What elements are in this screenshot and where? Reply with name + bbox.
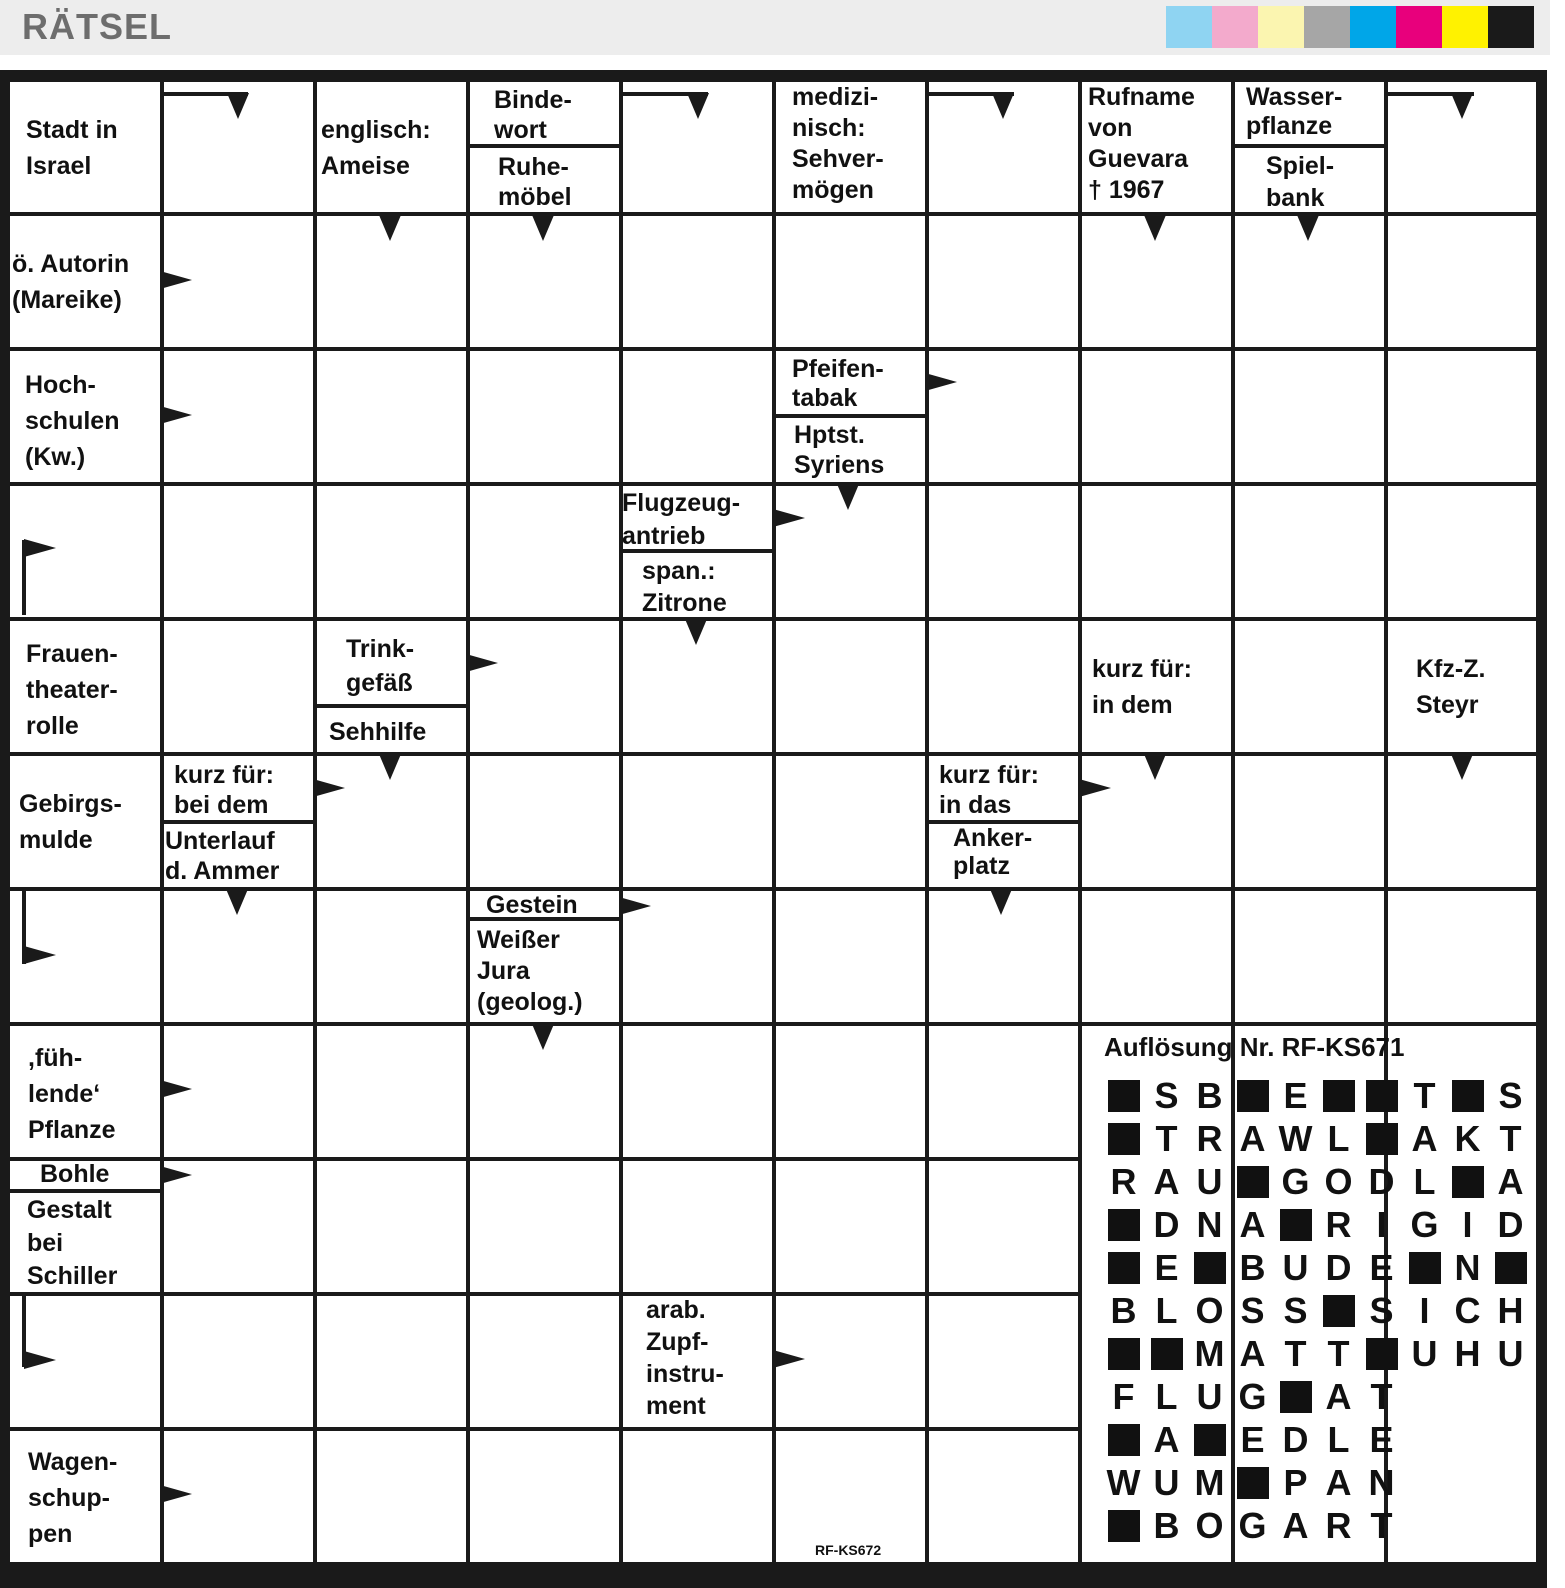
clue-line: Sehver- xyxy=(792,145,884,173)
clue-flugzeug xyxy=(622,487,740,553)
arrow-right-icon xyxy=(24,539,56,557)
solution-letter: O xyxy=(1195,1504,1224,1546)
clue-wasser xyxy=(1246,83,1342,141)
solution-letter: U xyxy=(1282,1246,1309,1288)
solution-letter: M xyxy=(1194,1461,1225,1503)
clue-line: wort xyxy=(494,116,547,144)
arrow-down-icon xyxy=(687,93,709,119)
clue-line: in das xyxy=(939,791,1012,819)
solution-letter: T xyxy=(1327,1332,1350,1374)
clue-line: antrieb xyxy=(622,522,706,550)
clue-trink xyxy=(346,632,414,700)
clue-divider xyxy=(313,704,466,708)
solution-block xyxy=(1231,1160,1274,1203)
solution-letter: H xyxy=(1454,1332,1481,1374)
clue-line: pflanze xyxy=(1246,112,1333,140)
clue-line: Unterlauf xyxy=(165,827,275,855)
clue-fuehlende xyxy=(28,1040,116,1148)
solution-letter: I xyxy=(1462,1203,1473,1245)
clue-line: mögen xyxy=(792,176,874,204)
solution-row xyxy=(1102,1289,1532,1332)
clue-line: rolle xyxy=(26,712,79,740)
arrow-down-icon xyxy=(1451,754,1473,780)
clue-line: Spiel- xyxy=(1266,152,1335,180)
clue-line: von xyxy=(1088,114,1133,142)
solution-block xyxy=(1274,1375,1317,1418)
clue-line: Rufname xyxy=(1088,83,1195,111)
solution-block xyxy=(1403,1246,1446,1289)
clue-line: kurz für: xyxy=(174,761,274,789)
solution-letter: A xyxy=(1497,1160,1524,1202)
clue-line: Hptst. xyxy=(794,421,865,449)
grid-line-horizontal xyxy=(10,482,1536,486)
solution-letter: P xyxy=(1283,1461,1308,1503)
solution-letter: O xyxy=(1195,1289,1224,1331)
clue-line: Steyr xyxy=(1416,691,1479,719)
clue-divider xyxy=(1231,144,1384,148)
arrow-right-icon xyxy=(619,897,651,915)
clue-kfz xyxy=(1416,651,1485,723)
grid-line-horizontal xyxy=(10,347,1536,351)
clue-line: Zupf- xyxy=(646,1328,709,1356)
solution-block xyxy=(1360,1074,1403,1117)
solution-block xyxy=(1446,1160,1489,1203)
clue-line: platz xyxy=(953,852,1010,880)
solution-letter: G xyxy=(1238,1504,1267,1546)
solution-block xyxy=(1102,1504,1145,1547)
color-swatch-2 xyxy=(1212,6,1258,48)
solution-letter: S xyxy=(1283,1289,1308,1331)
clue-gebirgs xyxy=(19,786,122,858)
solution-row xyxy=(1102,1117,1532,1160)
solution-letter: I xyxy=(1419,1289,1430,1331)
arrow-stem xyxy=(162,92,248,96)
clue-wagen xyxy=(28,1444,117,1552)
solution-letter: A xyxy=(1153,1160,1180,1202)
clue-anker xyxy=(953,824,1032,880)
solution-block xyxy=(1274,1203,1317,1246)
clue-divider xyxy=(772,414,925,418)
solution-letter: L xyxy=(1327,1117,1350,1159)
clue-line: in dem xyxy=(1092,691,1173,719)
clue-line: Binde- xyxy=(494,86,572,114)
solution-block xyxy=(1231,1461,1274,1504)
puzzle-code: RF-KS672 xyxy=(815,1542,882,1558)
color-swatch-3 xyxy=(1258,6,1304,48)
solution-block xyxy=(1102,1246,1145,1289)
solution-letter: D xyxy=(1368,1160,1395,1202)
clue-line: Israel xyxy=(26,152,92,180)
arrow-right-icon xyxy=(24,946,56,964)
solution-letter: A xyxy=(1153,1418,1180,1460)
arrow-down-icon xyxy=(532,215,554,241)
color-swatch-6 xyxy=(1396,6,1442,48)
clue-line: kurz für: xyxy=(939,761,1039,789)
clue-spiel xyxy=(1266,150,1334,214)
solution-letter: D xyxy=(1497,1203,1524,1245)
solution-letter: T xyxy=(1284,1332,1307,1374)
clue-line: Guevara xyxy=(1088,145,1189,173)
color-swatch-1 xyxy=(1166,6,1212,48)
arrow-down-icon xyxy=(226,889,248,915)
grid-line-horizontal xyxy=(10,1427,1078,1431)
arrow-right-icon xyxy=(160,1485,192,1503)
solution-letter: G xyxy=(1410,1203,1439,1245)
clue-sehhilfe xyxy=(329,716,426,748)
solution-letter: A xyxy=(1239,1203,1266,1245)
grid-line-vertical xyxy=(772,82,776,1562)
clue-line: Anker- xyxy=(953,824,1033,852)
clue-span xyxy=(642,555,727,619)
clue-line: Pfeifen- xyxy=(792,355,884,383)
clue-line: kurz für: xyxy=(1092,655,1192,683)
clue-line: theater- xyxy=(26,676,118,704)
clue-beidem xyxy=(174,760,274,820)
grid-line-horizontal xyxy=(10,617,1536,621)
solution-letter: T xyxy=(1370,1504,1393,1546)
solution-letter: L xyxy=(1413,1160,1436,1202)
clue-line: Gestalt xyxy=(27,1196,112,1224)
arrow-right-icon xyxy=(773,1350,805,1368)
clue-line: d. Ammer xyxy=(165,857,280,885)
solution-letter: L xyxy=(1327,1418,1350,1460)
solution-letter: K xyxy=(1454,1117,1481,1159)
solution-letter: M xyxy=(1194,1332,1225,1374)
clue-line: Pflanze xyxy=(28,1116,116,1144)
clue-line: mulde xyxy=(19,826,93,854)
grid-line-horizontal xyxy=(10,1157,1078,1161)
solution-letter: S xyxy=(1154,1074,1179,1116)
clue-line: Trink- xyxy=(346,635,415,663)
clue-frauen xyxy=(26,636,118,744)
arrow-right-icon xyxy=(925,373,957,391)
solution-row xyxy=(1102,1375,1532,1418)
clue-line: pen xyxy=(28,1520,73,1548)
clue-line: Wagen- xyxy=(28,1448,118,1476)
solution-letter: W xyxy=(1278,1117,1313,1159)
arrow-down-icon xyxy=(837,484,859,510)
clue-autorin xyxy=(12,246,129,318)
arrow-down-icon xyxy=(227,93,249,119)
solution-letter: E xyxy=(1154,1246,1179,1288)
clue-unterlauf xyxy=(165,826,279,886)
clue-line: bank xyxy=(1266,184,1325,212)
clue-arab xyxy=(646,1294,724,1422)
clue-line: Ruhe- xyxy=(498,153,569,181)
clue-line: lende‘ xyxy=(28,1080,101,1108)
color-swatches xyxy=(1166,6,1534,48)
solution-letter: R xyxy=(1325,1504,1352,1546)
clue-divider xyxy=(160,820,313,824)
solution-letter: A xyxy=(1239,1117,1266,1159)
clue-kurzindem xyxy=(1092,651,1192,723)
clue-hptst xyxy=(794,420,884,480)
arrow-down-icon xyxy=(992,93,1014,119)
arrow-right-icon xyxy=(24,1351,56,1369)
solution-letter: L xyxy=(1155,1375,1178,1417)
clue-line: Frauen- xyxy=(26,640,118,668)
clue-line: instru- xyxy=(646,1360,724,1388)
clue-binde xyxy=(494,85,572,145)
arrow-down-icon xyxy=(1451,93,1473,119)
clue-line: span.: xyxy=(642,557,716,585)
grid-line-horizontal xyxy=(10,1022,1536,1026)
arrow-down-icon xyxy=(990,889,1012,915)
solution-letter: A xyxy=(1239,1332,1266,1374)
grid-line-vertical xyxy=(313,82,317,1562)
solution-letter: R xyxy=(1196,1117,1223,1159)
solution-letter: F xyxy=(1112,1375,1135,1417)
clue-line: Syriens xyxy=(794,451,885,479)
solution-letter: T xyxy=(1155,1117,1178,1159)
solution-block xyxy=(1102,1117,1145,1160)
clue-gestalt xyxy=(27,1194,117,1293)
solution-letter: G xyxy=(1238,1375,1267,1417)
solution-row xyxy=(1102,1246,1532,1289)
clue-ruhe xyxy=(498,152,572,212)
clue-line: englisch: xyxy=(321,116,431,144)
arrow-right-icon xyxy=(313,779,345,797)
clue-line: Sehhilfe xyxy=(329,718,427,746)
arrow-stem xyxy=(1388,92,1474,96)
solution-letter: H xyxy=(1497,1289,1524,1331)
solution-letter: D xyxy=(1282,1418,1309,1460)
arrow-right-icon xyxy=(773,509,805,527)
arrow-right-icon xyxy=(160,1080,192,1098)
clue-englisch xyxy=(321,112,431,184)
solution-letter: A xyxy=(1325,1461,1352,1503)
grid-line-horizontal xyxy=(10,1292,1078,1296)
solution-letter: B xyxy=(1153,1504,1180,1546)
clue-line: Gebirgs- xyxy=(19,790,122,818)
solution-block xyxy=(1102,1074,1145,1117)
solution-block xyxy=(1188,1418,1231,1461)
solution-letter: I xyxy=(1376,1203,1387,1245)
arrow-down-icon xyxy=(1297,215,1319,241)
clue-gestein xyxy=(486,891,578,919)
solution-letter: N xyxy=(1454,1246,1481,1288)
solution-title: Auflösung Nr. RF-KS671 xyxy=(1104,1032,1405,1062)
solution-block xyxy=(1188,1246,1231,1289)
solution-letter: S xyxy=(1369,1289,1394,1331)
clue-medizi xyxy=(792,82,884,206)
solution-block xyxy=(1446,1074,1489,1117)
clue-line: tabak xyxy=(792,384,858,412)
solution-row xyxy=(1102,1461,1532,1504)
clue-bohle xyxy=(40,1160,109,1188)
arrow-stem xyxy=(622,92,708,96)
solution-letter: S xyxy=(1498,1074,1523,1116)
clue-divider xyxy=(10,1189,163,1193)
solution-letter: G xyxy=(1281,1160,1310,1202)
color-swatch-8 xyxy=(1488,6,1534,48)
solution-letter: E xyxy=(1240,1418,1265,1460)
clue-line: Zitrone xyxy=(642,589,727,617)
clue-line: ö. Autorin xyxy=(12,250,130,278)
solution-letter: R xyxy=(1325,1203,1352,1245)
clue-line: † 1967 xyxy=(1088,176,1165,204)
solution-row xyxy=(1102,1074,1532,1117)
clue-line: Kfz-Z. xyxy=(1416,655,1486,683)
clue-line: Ameise xyxy=(321,152,410,180)
clue-line: Weißer xyxy=(477,926,560,954)
clue-line: Jura xyxy=(477,957,530,985)
solution-letter: U xyxy=(1497,1332,1524,1374)
grid-line-vertical xyxy=(1078,82,1082,1562)
clue-line: medizi- xyxy=(792,83,879,111)
solution-letter: B xyxy=(1110,1289,1137,1331)
solution-letter: D xyxy=(1325,1246,1352,1288)
solution-letter: O xyxy=(1324,1160,1353,1202)
arrow-right-icon xyxy=(466,654,498,672)
clue-line: (geolog.) xyxy=(477,988,583,1016)
solution-block xyxy=(1102,1332,1145,1375)
clue-line: Wasser- xyxy=(1246,83,1343,111)
solution-letter: A xyxy=(1325,1375,1352,1417)
solution-letter: D xyxy=(1153,1203,1180,1245)
solution-letter: U xyxy=(1196,1160,1223,1202)
solution-block xyxy=(1102,1203,1145,1246)
clue-line: möbel xyxy=(498,183,572,211)
solution-block xyxy=(1489,1246,1532,1289)
arrow-down-icon xyxy=(1144,754,1166,780)
solution-block xyxy=(1317,1074,1360,1117)
solution-row xyxy=(1102,1203,1532,1246)
solution-letter: T xyxy=(1499,1117,1522,1159)
arrow-right-icon xyxy=(160,406,192,424)
clue-line: Schiller xyxy=(27,1262,118,1290)
page-title: RÄTSEL xyxy=(22,6,172,47)
clue-line: schulen xyxy=(25,407,120,435)
solution-block xyxy=(1102,1418,1145,1461)
clue-line: Gestein xyxy=(486,891,578,919)
solution-row xyxy=(1102,1418,1532,1461)
clue-hoch xyxy=(25,367,119,475)
solution-grid xyxy=(1102,1074,1532,1547)
color-swatch-7 xyxy=(1442,6,1488,48)
clue-line: (Mareike) xyxy=(12,286,122,314)
solution-letter: E xyxy=(1369,1246,1394,1288)
clue-line: Flugzeug- xyxy=(622,489,741,517)
clue-line: bei xyxy=(27,1229,64,1257)
solution-letter: N xyxy=(1196,1203,1223,1245)
arrow-down-icon xyxy=(1144,215,1166,241)
solution-block xyxy=(1360,1332,1403,1375)
solution-letter: A xyxy=(1282,1504,1309,1546)
arrow-right-icon xyxy=(160,1166,192,1184)
solution-letter: B xyxy=(1196,1074,1223,1116)
grid-line-vertical xyxy=(466,82,470,1562)
clue-line: Hoch- xyxy=(25,371,96,399)
clue-line: ,füh- xyxy=(28,1044,83,1072)
clue-weisser xyxy=(477,925,583,1018)
arrow-down-icon xyxy=(379,754,401,780)
clue-line: schup- xyxy=(28,1484,110,1512)
arrow-down-icon xyxy=(685,619,707,645)
color-swatch-4 xyxy=(1304,6,1350,48)
grid-line-horizontal xyxy=(10,752,1536,756)
solution-row xyxy=(1102,1160,1532,1203)
arrow-down-icon xyxy=(532,1024,554,1050)
clue-line: ment xyxy=(646,1392,706,1420)
solution-letter: S xyxy=(1240,1289,1265,1331)
clue-line: Bohle xyxy=(40,1160,110,1188)
grid-line-vertical xyxy=(619,82,623,1562)
solution-letter: B xyxy=(1239,1246,1266,1288)
clue-indas xyxy=(939,760,1039,820)
solution-block xyxy=(1317,1289,1360,1332)
solution-letter: W xyxy=(1106,1461,1141,1503)
arrow-right-icon xyxy=(1079,779,1111,797)
header-bar xyxy=(0,0,1550,55)
solution-block xyxy=(1145,1332,1188,1375)
solution-letter: E xyxy=(1369,1418,1394,1460)
arrow-right-icon xyxy=(160,271,192,289)
solution-letter: E xyxy=(1283,1074,1308,1116)
solution-letter: U xyxy=(1411,1332,1438,1374)
solution-letter: N xyxy=(1368,1461,1395,1503)
solution-letter: T xyxy=(1413,1074,1436,1116)
solution-block xyxy=(1360,1117,1403,1160)
solution-letter: L xyxy=(1155,1289,1178,1331)
clue-line: arab. xyxy=(646,1296,706,1324)
arrow-stem xyxy=(928,92,1014,96)
clue-line: gefäß xyxy=(346,669,413,697)
clue-line: nisch: xyxy=(792,114,866,142)
clue-line: bei dem xyxy=(174,791,269,819)
clue-rufname xyxy=(1088,82,1195,206)
color-swatch-5 xyxy=(1350,6,1396,48)
arrow-down-icon xyxy=(379,215,401,241)
solution-row xyxy=(1102,1504,1532,1547)
clue-stadt xyxy=(26,112,118,184)
solution-letter: U xyxy=(1196,1375,1223,1417)
solution-letter: R xyxy=(1110,1160,1137,1202)
solution-block xyxy=(1231,1074,1274,1117)
solution-row xyxy=(1102,1332,1532,1375)
clue-line: (Kw.) xyxy=(25,443,86,471)
solution-letter: T xyxy=(1370,1375,1393,1417)
solution-letter: A xyxy=(1411,1117,1438,1159)
clue-pfeifen xyxy=(792,355,884,413)
clue-line: Stadt in xyxy=(26,116,118,144)
solution-letter: U xyxy=(1153,1461,1180,1503)
solution-letter: C xyxy=(1454,1289,1481,1331)
